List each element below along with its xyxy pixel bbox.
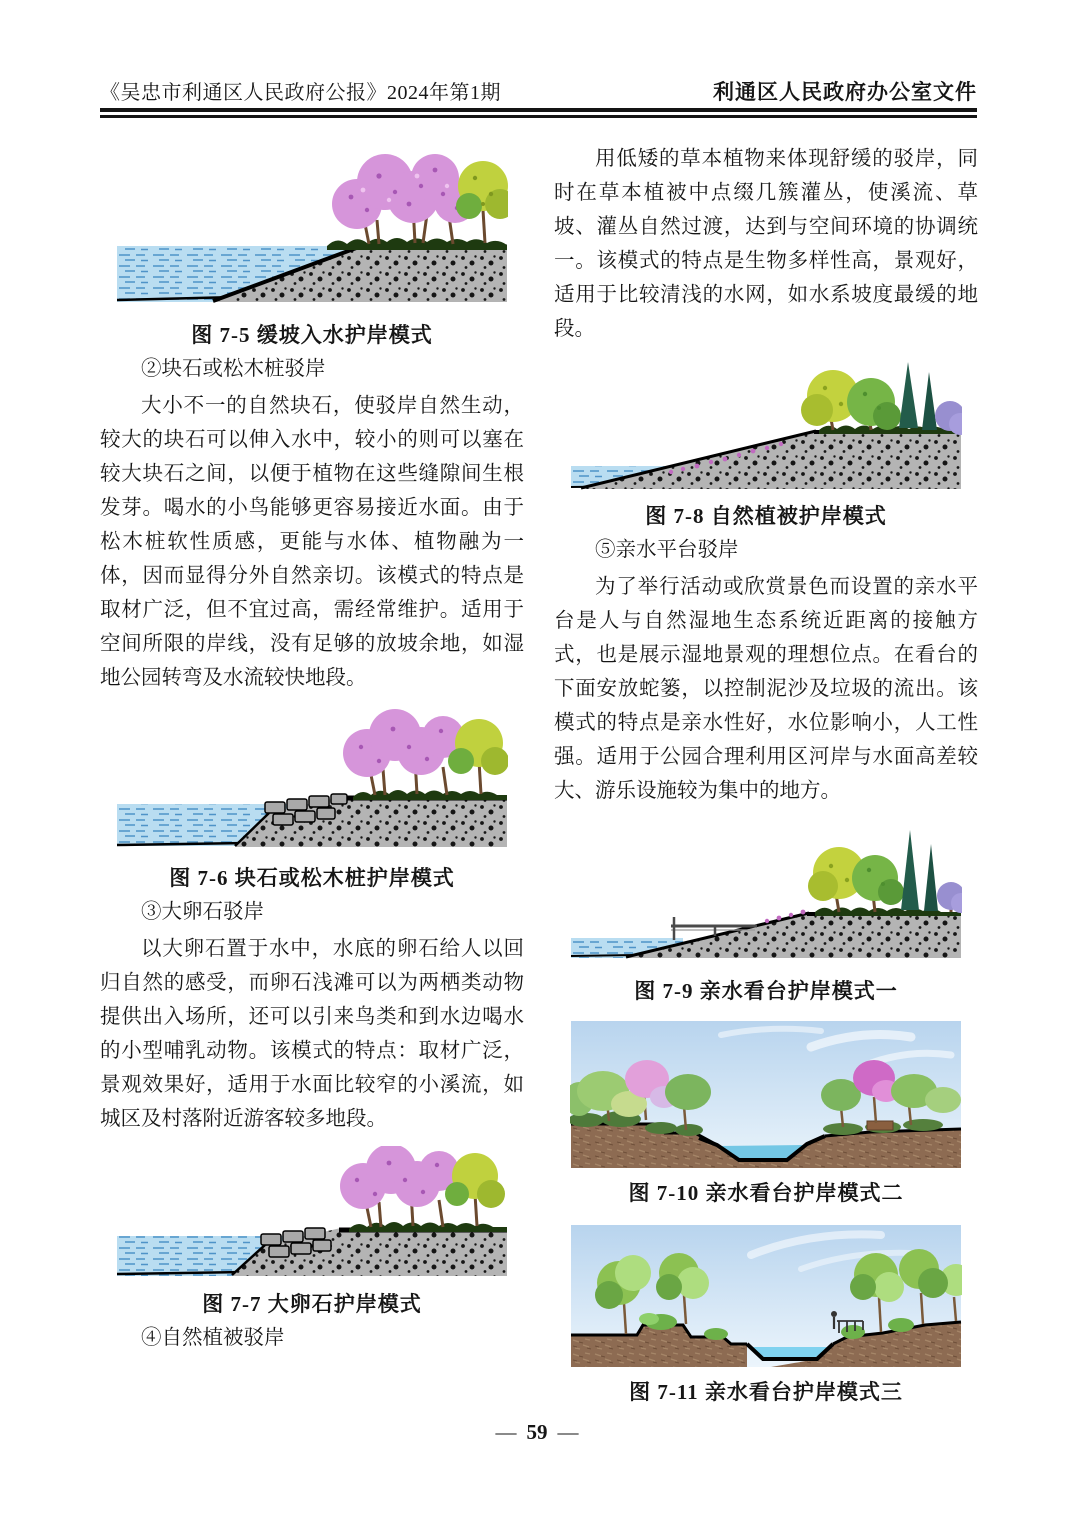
figure-7-5-caption: 图 7-5 缓坡入水护岸模式 <box>191 323 433 347</box>
figure-7-11-caption: 图 7-11 亲水看台护岸模式三 <box>629 1380 903 1404</box>
figure-7-11 <box>554 1225 978 1406</box>
figure-7-10-illustration <box>570 1021 962 1168</box>
paragraph-waterside-platform: 为了举行活动或欣赏景色而设置的亲水平台是人与自然湿地生态系统近距离的接触方式，也是展示湿地景观的理想位点。在看台的下面安放蛇篓，以控制泥沙及垃圾的流出。该模式的特点是亲水性好，水位影响小，人工性强。适用于公园合理利用区河岸与水面高差较大、游乐设施较为集中的地方。 <box>554 576 978 802</box>
section-item-2-heading: ②块石或松木桩驳岸 <box>141 358 326 380</box>
figure-7-7-illustration <box>116 1146 508 1279</box>
footer-dash-right: — <box>557 1420 579 1444</box>
right-column <box>554 142 978 1406</box>
page-number: 59 <box>526 1420 548 1444</box>
document-source-label: 利通区人民政府办公室文件 <box>713 81 977 104</box>
section-item-3-heading: ③大卵石驳岸 <box>141 901 264 923</box>
section-item-4-heading: ④自然植被驳岸 <box>141 1327 285 1349</box>
figure-7-8-caption: 图 7-8 自然植被护岸模式 <box>645 504 887 528</box>
figure-7-6 <box>100 707 524 892</box>
gazette-title: 《吴忠市利通区人民政府公报》2024年第1期 <box>100 82 501 104</box>
figure-7-6-caption: 图 7-6 块石或松木桩护岸模式 <box>169 866 455 890</box>
figure-7-6-illustration <box>116 707 508 853</box>
paragraph-cobble-revetment: 以大卵石置于水中，水底的卵石给人以回归自然的感受，而卵石浅滩可以为两栖类动物提供出入场所，还可以引来鸟类和到水边喝水的小型哺乳动物。该模式的特点：取材广泛，景观效果好，适用于水面比较窄的小溪流，如城区及村落附近游客较多地段。 <box>100 938 524 1130</box>
figure-7-9-caption: 图 7-9 亲水看台护岸模式一 <box>634 979 898 1003</box>
page-footer <box>0 1420 1074 1445</box>
figure-7-8-illustration <box>570 358 962 491</box>
left-column <box>100 142 524 1355</box>
header-double-rule <box>100 108 977 118</box>
figure-7-5 <box>100 142 524 349</box>
section-item-5-heading: ⑤亲水平台驳岸 <box>595 539 739 561</box>
paragraph-natural-vegetation: 用低矮的草本植物来体现舒缓的驳岸，同时在草本植被中点缀几簇灌丛，使溪流、草坡、灌丛自然过渡，达到与空间环境的协调统一。该模式的特点是生物多样性高，景观好，适用于比较清浅的水网，如水系坡度最缓的地段。 <box>554 148 978 340</box>
footer-dash-left: — <box>495 1420 517 1444</box>
figure-7-9 <box>554 818 978 1005</box>
figure-7-7 <box>100 1146 524 1318</box>
figure-7-5-illustration <box>116 142 508 310</box>
figure-7-7-caption: 图 7-7 大卵石护岸模式 <box>202 1292 422 1316</box>
figure-7-11-illustration <box>570 1225 962 1367</box>
figure-7-9-illustration <box>570 818 962 966</box>
figure-7-10-caption: 图 7-10 亲水看台护岸模式二 <box>628 1181 904 1205</box>
figure-7-8 <box>554 358 978 530</box>
page-header <box>100 76 977 106</box>
paragraph-block-stone-revetment: 大小不一的自然块石，使驳岸自然生动，较大的块石可以伸入水中，较小的则可以塞在较大块石之间，以便于植物在这些缝隙间生根发芽。喝水的小鸟能够更容易接近水面。由于松木桩软性质感，更能与水体、植物融为一体，因而显得分外自然亲切。该模式的特点是取材广泛，但不宜过高，需经常维护。适用于空间所限的岸线，没有足够的放坡余地，如湿地公园转弯及水流较快地段。 <box>100 395 524 689</box>
figure-7-10 <box>554 1021 978 1207</box>
